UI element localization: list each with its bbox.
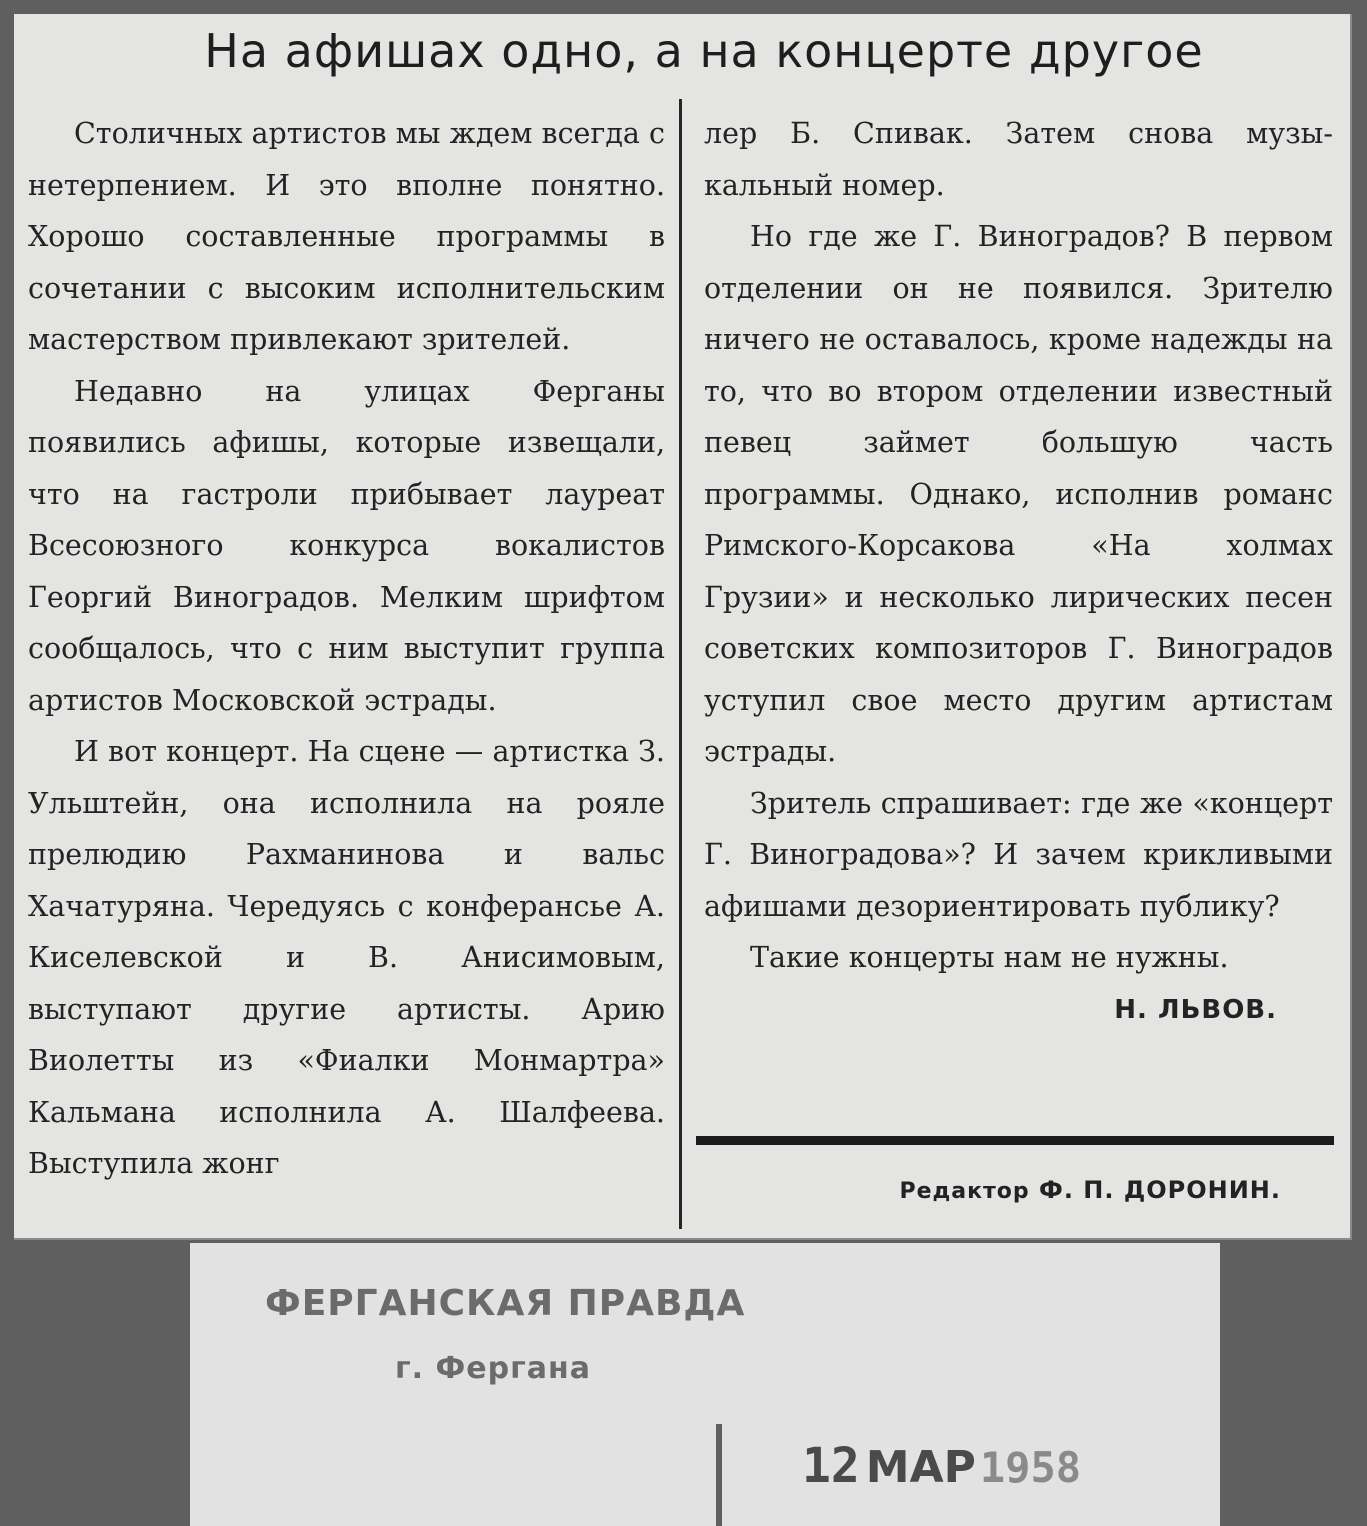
article-headline: На афишах одно, а на концерте другое: [204, 24, 1204, 78]
date-stamp: [802, 1438, 1081, 1494]
card-tear: [716, 1424, 722, 1526]
city-stamp: г. Фергана: [395, 1351, 591, 1386]
left-column: [28, 108, 665, 1190]
paragraph-conclusion: Такие концерты нам не нужны.: [750, 941, 1229, 974]
paragraph-intro: Столичных артистов мы ждем всегда с нетерпением. И это вполне понятно. Хорошо составленные программы в сочетании с высоким исполнительским мастерством привлекают зрителей.: [28, 117, 665, 356]
paragraph-viewer-asks: Зритель спрашивает: где же «концерт Г. Виноградова»? И зачем крикливыми афишами дезориентировать публику?: [704, 786, 1333, 923]
date-day: 12: [802, 1438, 860, 1494]
date-year: 1958: [979, 1443, 1082, 1492]
editor-label: Редактор: [899, 1179, 1030, 1204]
paragraph-where-is-singer: Но где же Г. Виноградов? В первом отделении он не появился. Зрителю ничего не оставалось, кроме надежды на то, что во втором отделении известный певец займет большую часть программы. Однако, исполнив романс Римского-Корсакова «На холмах Грузии» и несколько лирических песен советских композиторов Г. Виноградов уступил свое место другим артистам эстрады.: [704, 220, 1333, 768]
footer-rule: [696, 1136, 1334, 1145]
editor-line: [696, 1176, 1281, 1204]
author-signature: Н. ЛЬВОВ.: [1114, 994, 1277, 1025]
paragraph-concert: И вот концерт. На сцене — артистка З. Ульштейн, она исполнила на рояле прелюдию Рахманинова и вальс Хачатуряна. Чередуясь с конферансье А. Киселевской и В. Анисимовым, выступают другие артисты. Арию Виолетты из «Фиалки Монмартра» Кальмана исполнила А. Шалфеева. Выступила жонг: [28, 735, 665, 1180]
newspaper-name-stamp: ФЕРГАНСКАЯ ПРАВДА: [265, 1283, 746, 1324]
editor-name: Ф. П. ДОРОНИН.: [1039, 1176, 1281, 1204]
newspaper-clipping: [14, 14, 1352, 1240]
paragraph-continuation: лер Б. Спивак. Затем снова музыкальный номер.: [704, 117, 1333, 202]
archive-card: [190, 1243, 1220, 1526]
paragraph-posters: Недавно на улицах Ферганы появились афишы, которые извещали, что на гастроли прибывает лауреат Всесоюзного конкурса вокалистов Георгий Виноградов. Мелким шрифтом сообщалось, что с ним выступит группа артистов Московской эстрады.: [28, 374, 665, 717]
column-divider: [679, 99, 682, 1229]
right-column: [704, 108, 1333, 1032]
date-month: МАР: [865, 1442, 976, 1493]
